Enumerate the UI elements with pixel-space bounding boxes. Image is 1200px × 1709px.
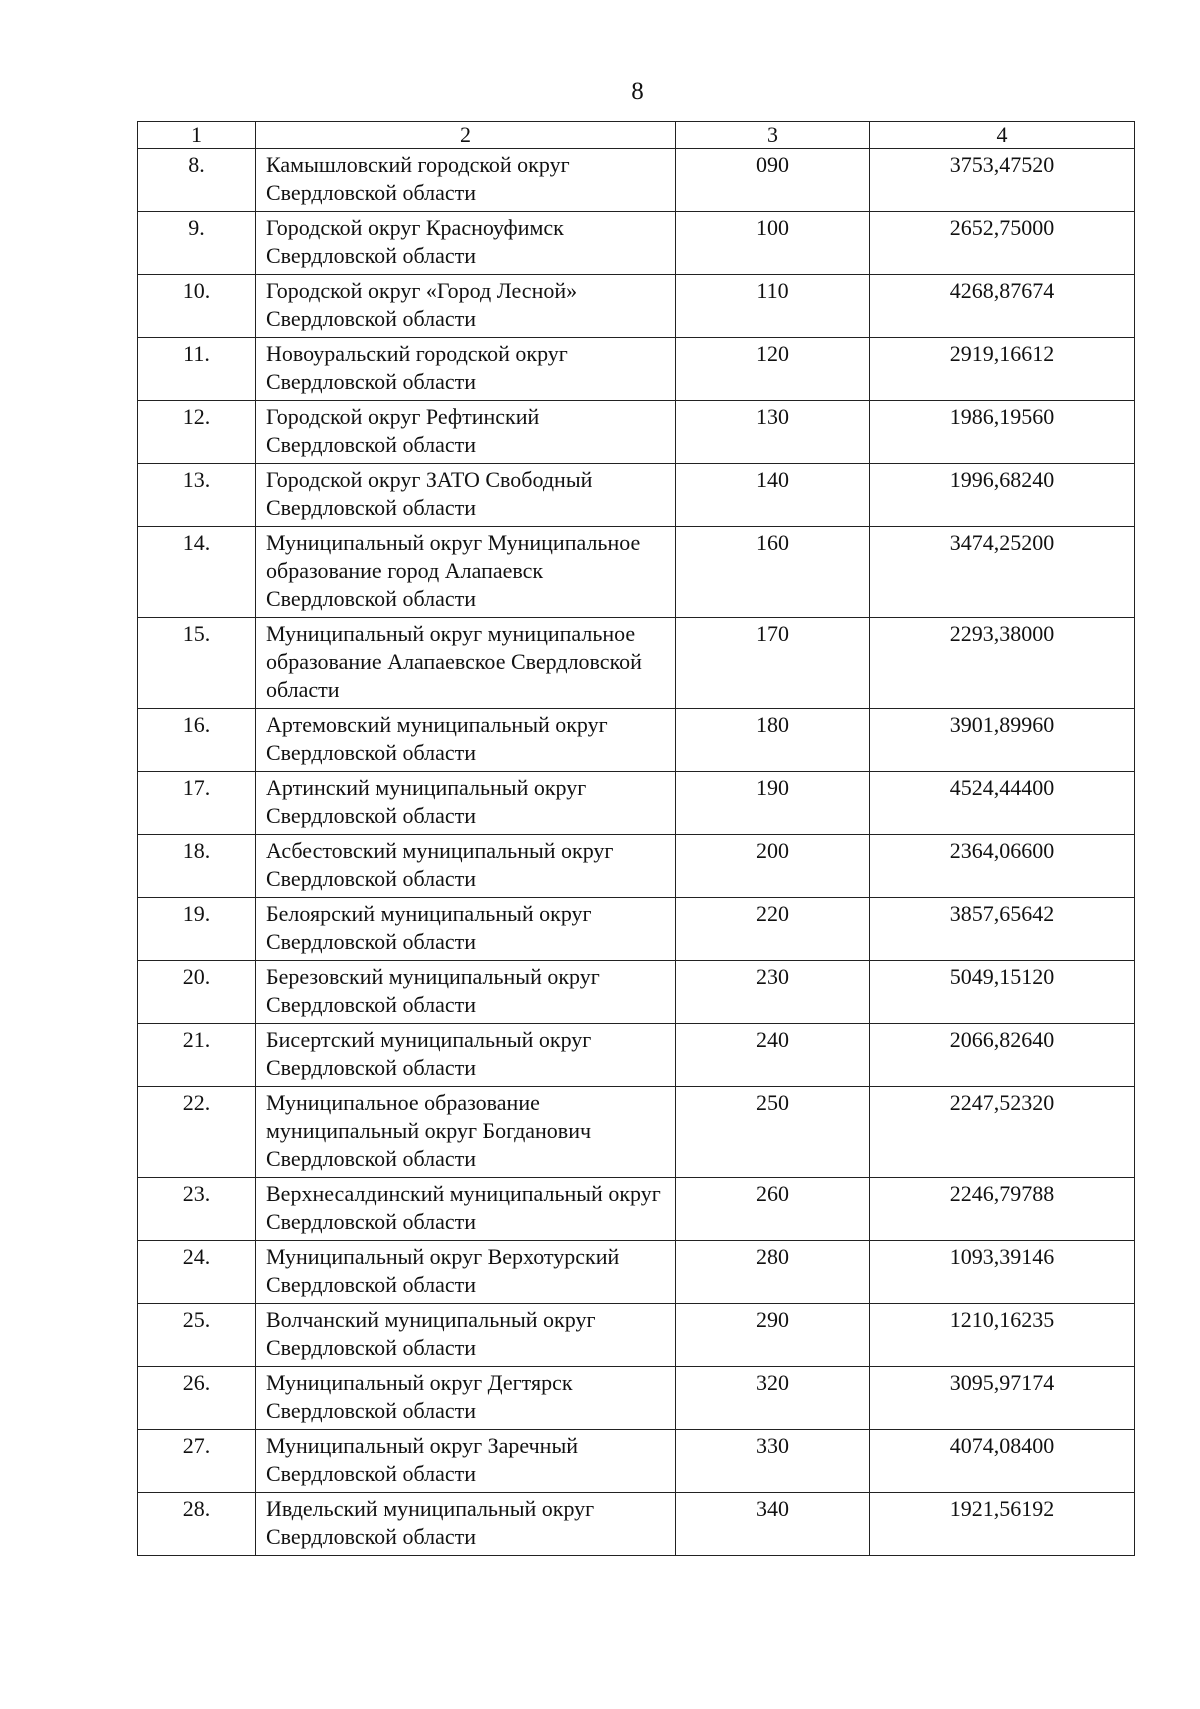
- municipality-name: Городской округ Рефтинский Свердловской области: [256, 401, 676, 464]
- municipality-code: 160: [676, 527, 870, 618]
- municipality-name: Городской округ Красноуфимск Свердловской области: [256, 212, 676, 275]
- table-row: [138, 275, 1135, 338]
- amount-value: 2652,75000: [870, 212, 1135, 275]
- municipality-code: 230: [676, 961, 870, 1024]
- municipality-name: Муниципальный округ Дегтярск Свердловской области: [256, 1367, 676, 1430]
- row-number: 18.: [138, 835, 256, 898]
- municipality-code: 200: [676, 835, 870, 898]
- municipality-code: 260: [676, 1178, 870, 1241]
- table-row: [138, 1304, 1135, 1367]
- row-number: 15.: [138, 618, 256, 709]
- municipality-name: Муниципальный округ Муниципальное образование город Алапаевск Свердловской области: [256, 527, 676, 618]
- municipality-code: 280: [676, 1241, 870, 1304]
- amount-value: 2247,52320: [870, 1087, 1135, 1178]
- amount-value: 3901,89960: [870, 709, 1135, 772]
- row-number: 19.: [138, 898, 256, 961]
- data-table: [137, 121, 1135, 1556]
- row-number: 21.: [138, 1024, 256, 1087]
- table-row: [138, 464, 1135, 527]
- municipality-name: Артинский муниципальный округ Свердловской области: [256, 772, 676, 835]
- municipality-name: Ивдельский муниципальный округ Свердловской области: [256, 1493, 676, 1556]
- table-row: [138, 1430, 1135, 1493]
- amount-value: 2919,16612: [870, 338, 1135, 401]
- municipality-name: Муниципальный округ Верхотурский Свердловской области: [256, 1241, 676, 1304]
- municipality-code: 250: [676, 1087, 870, 1178]
- table-header-row: [138, 122, 1135, 149]
- table-row: [138, 401, 1135, 464]
- row-number: 10.: [138, 275, 256, 338]
- amount-value: 4074,08400: [870, 1430, 1135, 1493]
- row-number: 11.: [138, 338, 256, 401]
- table-row: [138, 898, 1135, 961]
- municipality-code: 330: [676, 1430, 870, 1493]
- amount-value: 4268,87674: [870, 275, 1135, 338]
- municipality-name: Белоярский муниципальный округ Свердловской области: [256, 898, 676, 961]
- table-row: [138, 1178, 1135, 1241]
- amount-value: 2066,82640: [870, 1024, 1135, 1087]
- amount-value: 1210,16235: [870, 1304, 1135, 1367]
- municipality-code: 090: [676, 149, 870, 212]
- municipality-code: 340: [676, 1493, 870, 1556]
- municipality-name: Муниципальный округ муниципальное образование Алапаевское Свердловской области: [256, 618, 676, 709]
- amount-value: 3095,97174: [870, 1367, 1135, 1430]
- amount-value: 2293,38000: [870, 618, 1135, 709]
- table-row: [138, 212, 1135, 275]
- municipality-name: Березовский муниципальный округ Свердловской области: [256, 961, 676, 1024]
- row-number: 13.: [138, 464, 256, 527]
- column-header-2: 2: [256, 122, 676, 149]
- municipality-name: Артемовский муниципальный округ Свердловской области: [256, 709, 676, 772]
- row-number: 14.: [138, 527, 256, 618]
- row-number: 25.: [138, 1304, 256, 1367]
- column-header-3: 3: [676, 122, 870, 149]
- row-number: 12.: [138, 401, 256, 464]
- municipality-code: 100: [676, 212, 870, 275]
- row-number: 8.: [138, 149, 256, 212]
- amount-value: 2364,06600: [870, 835, 1135, 898]
- row-number: 9.: [138, 212, 256, 275]
- table-body: [138, 122, 1135, 1556]
- column-header-4: 4: [870, 122, 1135, 149]
- municipality-code: 170: [676, 618, 870, 709]
- municipality-code: 290: [676, 1304, 870, 1367]
- amount-value: 4524,44400: [870, 772, 1135, 835]
- table-row: [138, 338, 1135, 401]
- row-number: 26.: [138, 1367, 256, 1430]
- page-number: 8: [631, 78, 644, 105]
- amount-value: 1996,68240: [870, 464, 1135, 527]
- row-number: 24.: [138, 1241, 256, 1304]
- table-row: [138, 1024, 1135, 1087]
- table-row: [138, 961, 1135, 1024]
- municipality-name: Новоуральский городской округ Свердловской области: [256, 338, 676, 401]
- amount-value: 3857,65642: [870, 898, 1135, 961]
- municipality-code: 140: [676, 464, 870, 527]
- amount-value: 1093,39146: [870, 1241, 1135, 1304]
- municipality-name: Верхнесалдинский муниципальный округ Свердловской области: [256, 1178, 676, 1241]
- row-number: 22.: [138, 1087, 256, 1178]
- municipality-code: 180: [676, 709, 870, 772]
- table-row: [138, 772, 1135, 835]
- municipality-code: 240: [676, 1024, 870, 1087]
- municipality-name: Асбестовский муниципальный округ Свердловской области: [256, 835, 676, 898]
- municipality-name: Городской округ «Город Лесной» Свердловской области: [256, 275, 676, 338]
- municipality-name: Бисертский муниципальный округ Свердловской области: [256, 1024, 676, 1087]
- municipality-code: 120: [676, 338, 870, 401]
- table-row: [138, 1087, 1135, 1178]
- municipality-code: 110: [676, 275, 870, 338]
- municipality-name: Муниципальный округ Заречный Свердловской области: [256, 1430, 676, 1493]
- municipality-code: 130: [676, 401, 870, 464]
- amount-value: 1921,56192: [870, 1493, 1135, 1556]
- municipality-name: Камышловский городской округ Свердловской области: [256, 149, 676, 212]
- row-number: 20.: [138, 961, 256, 1024]
- municipality-code: 220: [676, 898, 870, 961]
- table-row: [138, 527, 1135, 618]
- table-row: [138, 1493, 1135, 1556]
- row-number: 23.: [138, 1178, 256, 1241]
- municipality-name: Городской округ ЗАТО Свободный Свердловской области: [256, 464, 676, 527]
- row-number: 27.: [138, 1430, 256, 1493]
- municipality-name: Муниципальное образование муниципальный округ Богданович Свердловской области: [256, 1087, 676, 1178]
- table-row: [138, 835, 1135, 898]
- table-row: [138, 1241, 1135, 1304]
- amount-value: 5049,15120: [870, 961, 1135, 1024]
- column-header-1: 1: [138, 122, 256, 149]
- table-row: [138, 709, 1135, 772]
- municipality-name: Волчанский муниципальный округ Свердловской области: [256, 1304, 676, 1367]
- row-number: 16.: [138, 709, 256, 772]
- municipality-code: 320: [676, 1367, 870, 1430]
- amount-value: 3474,25200: [870, 527, 1135, 618]
- table-row: [138, 618, 1135, 709]
- table-row: [138, 149, 1135, 212]
- amount-value: 2246,79788: [870, 1178, 1135, 1241]
- amount-value: 1986,19560: [870, 401, 1135, 464]
- amount-value: 3753,47520: [870, 149, 1135, 212]
- row-number: 17.: [138, 772, 256, 835]
- table-row: [138, 1367, 1135, 1430]
- row-number: 28.: [138, 1493, 256, 1556]
- municipality-code: 190: [676, 772, 870, 835]
